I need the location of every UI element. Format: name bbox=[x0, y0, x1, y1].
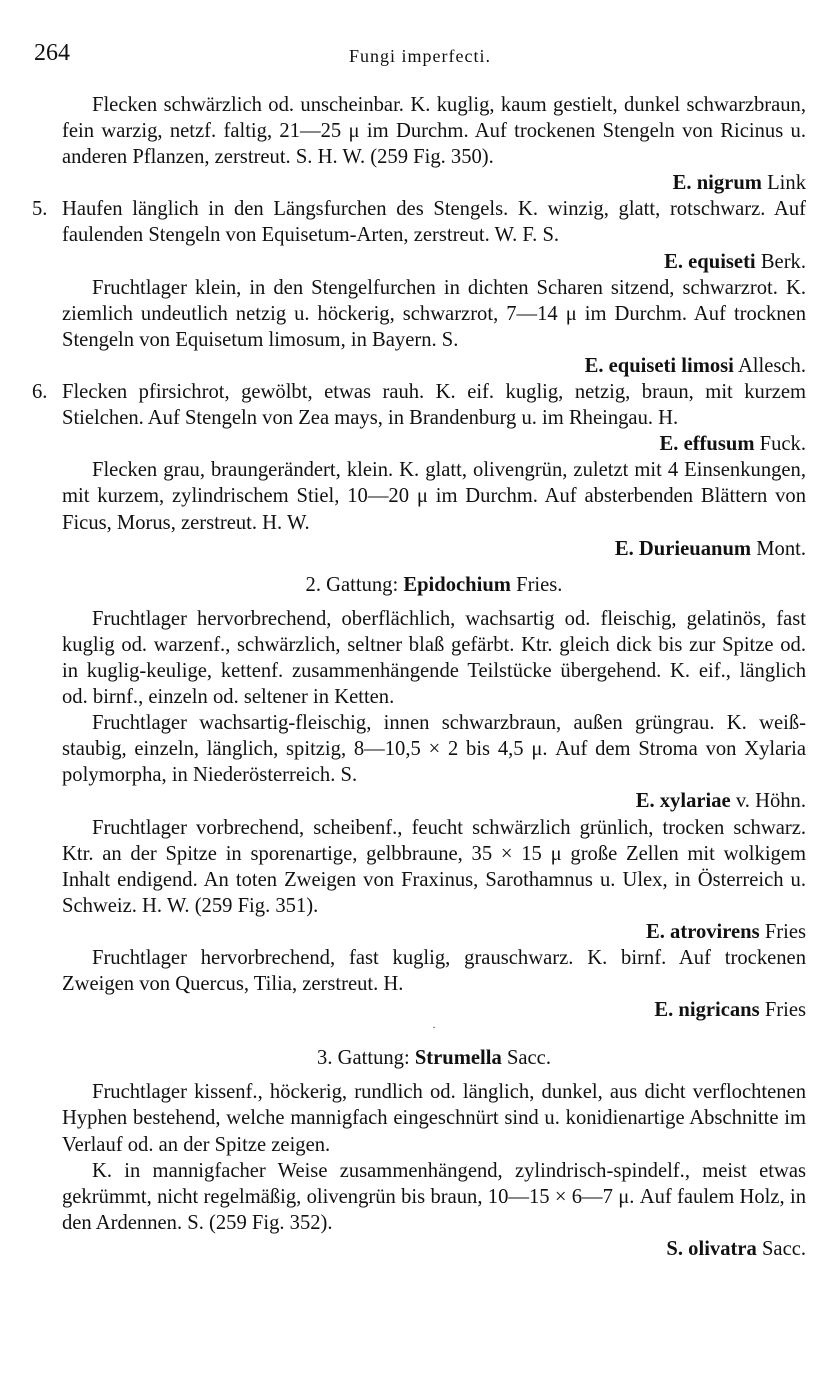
description-paragraph bbox=[62, 92, 806, 196]
description-paragraph bbox=[62, 815, 806, 945]
description-text: Fruchtlager kissenf., höckerig, rundlich od. länglich, dunkel, aus dicht verflochtenen Hyphen bestehend, welche mannigfach eingeschnürt sind u. konidienartige Abschnitte im Verlauf od. an der Spitze zeigen. bbox=[62, 1081, 806, 1156]
description-paragraph bbox=[62, 1158, 806, 1262]
section-strumella bbox=[62, 1079, 806, 1262]
species-name: E. xylariae bbox=[635, 790, 731, 813]
description-text: Fruchtlager hervorbrechend, oberflächlich, wachsartig od. fleischig, gelatinös, fast kuglig od. warzenf., schwärzlich, seltner blaß gefärbt. Ktr. gleich dick bis zur Spitze od. in kuglig-keulige, kettenf. zusammenhängende Teilstücke übergehend. K. eif., länglich od. birnf., einzeln od. seltener in Ketten. bbox=[62, 607, 806, 709]
description-text: Fruchtlager klein, in den Stengelfurchen in dichten Scharen sitzend, schwarzrot. K. ziemlich undeutlich netzig u. höckerig, schwarzrot, 7—14 μ im Durchm. Auf trocknen Stengeln von Equisetum limosum, in Bayern. S. bbox=[62, 276, 806, 351]
description-paragraph bbox=[62, 945, 806, 1023]
description-text: Fruchtlager wachsartig-fleischig, innen schwarzbraun, außen grüngrau. K. weiß-staubig, einzeln, länglich, spitzig, 8—10,5 × 2 bis 4,5 μ. Auf dem Stroma von Xylaria polymorpha, in Niederösterreich. S. bbox=[62, 712, 806, 787]
species-author: Mont. bbox=[756, 537, 806, 560]
description-text: Haufen länglich in den Längsfurchen des Stengels. K. winzig, glatt, rotschwarz. Auf faulenden Stengeln von Equisetum-Arten, zerstreut. W. F. S. bbox=[62, 198, 806, 247]
genus-name: Epidochium bbox=[403, 573, 511, 596]
species-author: Fries bbox=[764, 920, 806, 943]
description-text: Flecken grau, braungerändert, klein. K. glatt, olivengrün, zuletzt mit 4 Einsenkungen, mit kurzem, zylindrischem Stiel, 10—20 μ im Durchm. Auf absterbenden Blättern von Ficus, Morus, zerstreut. H. W. bbox=[62, 459, 806, 534]
species-name-line bbox=[62, 919, 806, 945]
genus-heading-3 bbox=[62, 1045, 806, 1071]
key-number: 5. bbox=[32, 198, 48, 221]
running-title: Fungi imperfecti. bbox=[349, 46, 491, 66]
species-name-line bbox=[62, 536, 806, 562]
species-author: Fries bbox=[764, 999, 806, 1022]
species-name: E. Durieuanum bbox=[614, 537, 752, 560]
description-paragraph bbox=[32, 379, 806, 457]
page-body bbox=[32, 92, 806, 1262]
species-author: v. Höhn. bbox=[735, 790, 806, 813]
description-paragraph bbox=[62, 457, 806, 561]
species-name: E. nigricans bbox=[654, 999, 760, 1022]
description-text: Fruchtlager vorbrechend, scheibenf., feucht schwärzlich grünlich, trocken schwarz. Ktr. an der Spitze in sporenartige, gelbbraune, 35 × 15 μ große Zellen mit wolkigem Inhalt endigend. An toten Zweigen von Fraxinus, Sarothamnus u. Ulex, in Österreich u. Schweiz. H. W. (259 Fig. 351). bbox=[62, 816, 806, 917]
section-epidochium bbox=[62, 606, 806, 1024]
species-name: E. equiseti limosi bbox=[584, 354, 734, 377]
species-name: E. atrovirens bbox=[646, 920, 760, 943]
species-name: E. nigrum bbox=[672, 172, 762, 195]
description-paragraph bbox=[62, 606, 806, 710]
species-name-line bbox=[62, 353, 806, 379]
species-author: Sacc. bbox=[761, 1237, 806, 1260]
key-number: 6. bbox=[32, 381, 48, 404]
species-name: S. olivatra bbox=[666, 1237, 757, 1260]
genus-name: Strumella bbox=[414, 1047, 502, 1070]
genus-heading-2 bbox=[62, 572, 806, 598]
species-name-line bbox=[62, 997, 806, 1023]
species-name: E. effusum bbox=[659, 433, 755, 456]
species-name-line bbox=[62, 431, 806, 457]
species-name-line bbox=[62, 788, 806, 814]
species-author: Allesch. bbox=[737, 354, 806, 377]
description-text: Fruchtlager hervorbrechend, fast kuglig, grauschwarz. K. birnf. Auf trockenen Zweigen von Quercus, Tilia, zerstreut. H. bbox=[62, 947, 806, 996]
species-name: E. equiseti bbox=[664, 250, 756, 273]
genus-author: Fries. bbox=[516, 573, 563, 596]
species-author: Fuck. bbox=[759, 433, 806, 456]
description-text: Flecken pfirsichrot, gewölbt, etwas rauh. K. eif. kuglig, netzig, braun, mit kurzem Stielchen. Auf Stengeln von Zea mays, in Brandenburg u. im Rheingau. H. bbox=[62, 381, 806, 430]
description-paragraph bbox=[62, 1079, 806, 1157]
species-name-line bbox=[62, 1236, 806, 1262]
page-header bbox=[34, 40, 806, 74]
species-author: Berk. bbox=[760, 250, 806, 273]
species-author: Link bbox=[767, 172, 806, 195]
genus-prefix: 2. Gattung: bbox=[305, 573, 399, 596]
species-name-line bbox=[62, 249, 806, 275]
species-name-line bbox=[62, 170, 806, 196]
description-paragraph bbox=[62, 710, 806, 814]
description-paragraph bbox=[32, 196, 806, 274]
separator-dot: · bbox=[432, 1023, 436, 1035]
genus-author: Sacc. bbox=[506, 1047, 551, 1070]
description-text: Flecken schwärzlich od. unscheinbar. K. kuglig, kaum gestielt, dunkel schwarzbraun, fein warzig, netzf. faltig, 21—25 μ im Durchm. Auf trockenen Stengeln von Ricinus u. anderen Pflanzen, zerstreut. S. H. W. (259 Fig. 350). bbox=[62, 94, 806, 169]
description-text: K. in mannigfacher Weise zusammenhängend, zylindrisch-spindelf., meist etwas gekrümmt, nicht regelmäßig, olivengrün bis braun, 10—15 × 6—7 μ. Auf faulem Holz, in den Ardennen. S. (259 Fig. 352). bbox=[62, 1159, 806, 1234]
genus-prefix: 3. Gattung: bbox=[317, 1047, 410, 1070]
description-paragraph bbox=[62, 275, 806, 379]
section-species-list-1 bbox=[32, 92, 806, 562]
page-number: 264 bbox=[34, 40, 70, 66]
